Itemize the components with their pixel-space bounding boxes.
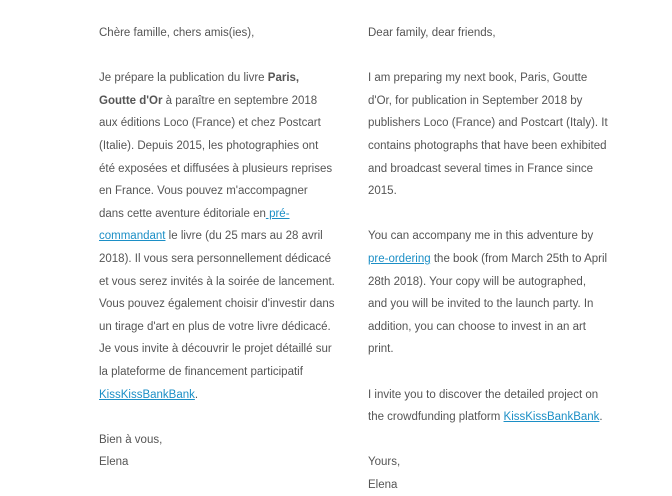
english-preorder-link[interactable]: pre-ordering bbox=[368, 252, 431, 265]
english-closing: Yours, bbox=[368, 456, 401, 469]
french-body-end: . bbox=[194, 388, 199, 401]
english-intro-paragraph: I am preparing my next book, Paris, Goutte d'Or, for publication in September 2018 by publishers Loco (France) and Postcart (Italy). It contains photographs that have been exhibited and broadcast several times in France since 2015. bbox=[368, 72, 608, 198]
english-preorder-intro: You can accompany me in this adventure by bbox=[368, 230, 594, 243]
french-preorder-link[interactable]: pré-commandant bbox=[99, 207, 290, 243]
english-platform-end: . bbox=[599, 411, 603, 424]
french-closing: Bien à vous, bbox=[99, 433, 163, 446]
english-preorder-paragraph bbox=[368, 225, 608, 361]
english-message-column bbox=[368, 22, 608, 496]
french-signature: Elena bbox=[99, 456, 129, 469]
french-message-column bbox=[99, 22, 335, 474]
english-preorder-text: the book (from March 25th to April 28th 2018). Your copy will be autographed, and you will be invited to the launch party. In addition, you can choose to invest in an art print. bbox=[368, 252, 608, 356]
french-kisskissbankbank-link[interactable]: KissKissBankBank bbox=[99, 388, 195, 401]
english-greeting: Dear family, dear friends, bbox=[368, 27, 496, 39]
french-body-text-continued: le livre (du 25 mars au 28 avril 2018). Il vous sera personnellement dédicacé et vous serez invités à la soirée de lancement. Vous pouvez également choisir d'investir dans un tirage d'art en plus de votre livre dédicacé. Je vous invite à découvrir le projet détaillé sur la plateforme de financement participatif bbox=[99, 230, 335, 378]
french-body-intro: Je prépare la publication du livre bbox=[99, 72, 268, 85]
english-signature: Elena bbox=[368, 478, 398, 491]
french-greeting: Chère famille, chers amis(ies), bbox=[99, 27, 255, 39]
french-book-title: Paris, Goutte d'Or bbox=[99, 72, 300, 107]
english-kisskissbankbank-link[interactable]: KissKissBankBank bbox=[503, 411, 600, 424]
french-body-paragraph bbox=[99, 67, 335, 406]
french-body-text: à paraître en septembre 2018 aux éditions Loco (France) et chez Postcart (Italie). Depuis 2015, les photographies ont été exposées et diffusées à plusieurs reprises en France. Vous pouvez m'accompagner dans cette aventure éditoriale en bbox=[99, 94, 333, 220]
english-platform-paragraph bbox=[368, 384, 608, 429]
english-platform-intro: I invite you to discover the detailed project on the crowdfunding platform bbox=[368, 388, 599, 424]
